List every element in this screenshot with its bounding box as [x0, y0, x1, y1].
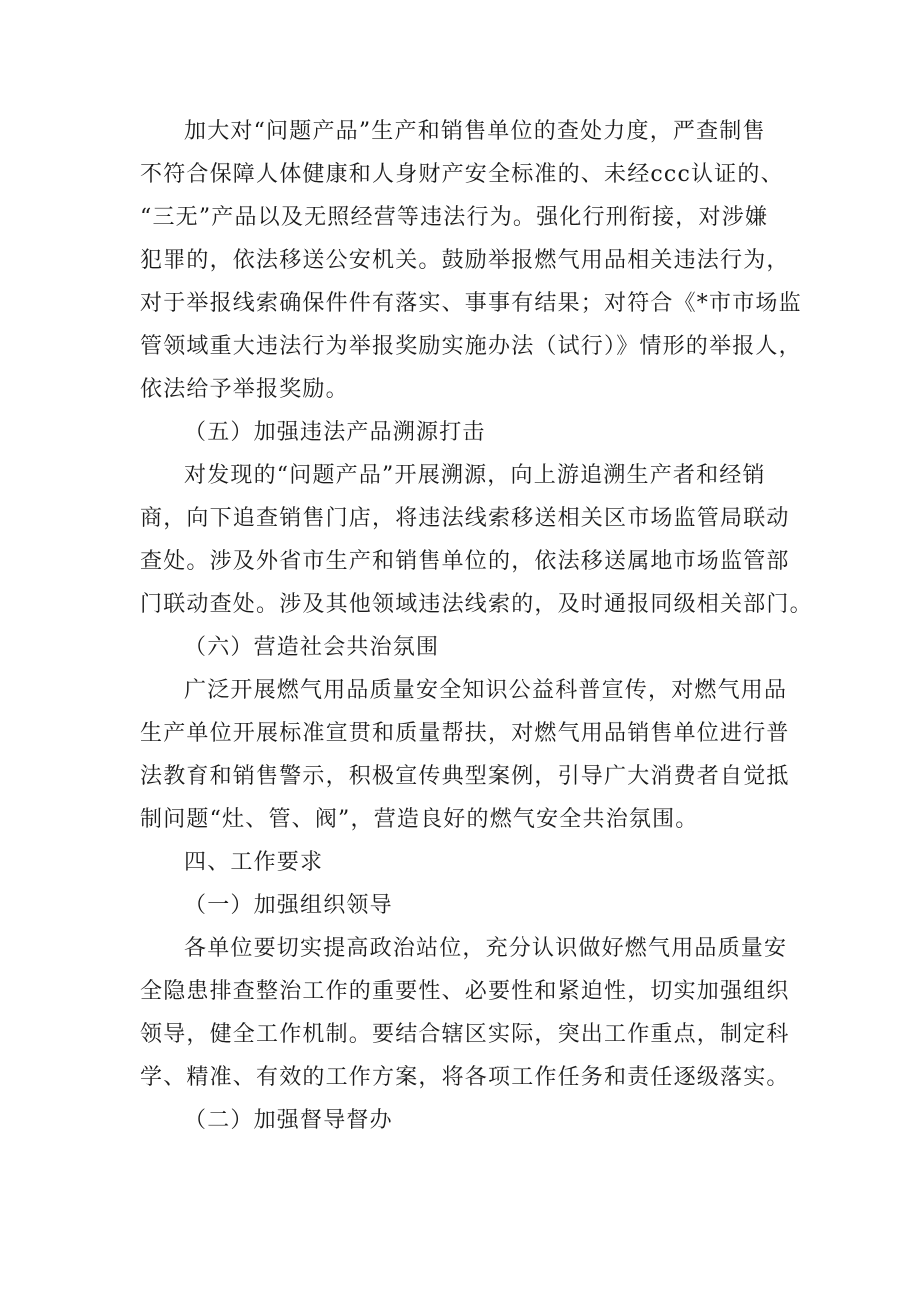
paragraph-line: 领导，健全工作机制。要结合辖区实际，突出工作重点，制定科: [140, 1022, 790, 1047]
paragraph-line: 各单位要切实提高政治站位，充分认识做好燃气用品质量安: [184, 936, 788, 961]
paragraph-line: 查处。涉及外省市生产和销售单位的，依法移送属地市场监管部: [140, 549, 790, 574]
paragraph-line: 加大对“问题产品”生产和销售单位的查处力度，严查制售: [184, 119, 766, 144]
paragraph-line: 依法给予举报奖励。: [140, 377, 349, 402]
paragraph-line: 对于举报线索确保件件有落实、事事有结果；对符合《*市市场监: [140, 291, 802, 316]
section-heading: 四、工作要求: [184, 850, 324, 875]
paragraph-line: 犯罪的，依法移送公安机关。鼓励举报燃气用品相关违法行为，: [140, 248, 790, 273]
paragraph-line: 制问题“灶、管、阀”，营造良好的燃气安全共治氛围。: [140, 807, 699, 832]
paragraph-line: 不符合保障人体健康和人身财产安全标准的、未经ccc认证的、: [140, 162, 784, 187]
paragraph-line: 对发现的“问题产品”开展溯源，向上游追溯生产者和经销: [184, 463, 766, 488]
subsection-heading: （五）加强违法产品溯源打击: [184, 420, 486, 445]
paragraph-line: “三无”产品以及无照经营等违法行为。强化行刑衔接，对涉嫌: [140, 205, 769, 230]
subsection-heading: （二）加强督导督办: [184, 1108, 393, 1133]
paragraph-line: 学、精准、有效的工作方案，将各项工作任务和责任逐级落实。: [140, 1065, 790, 1090]
paragraph-line: 门联动查处。涉及其他领域违法线索的，及时通报同级相关部门。: [140, 592, 813, 617]
document-body: [140, 110, 813, 1142]
paragraph-line: 管领域重大违法行为举报奖励实施办法（试行）》情形的举报人，: [140, 334, 802, 359]
paragraph-line: 广泛开展燃气用品质量安全知识公益科普宣传，对燃气用品: [184, 678, 788, 703]
paragraph-line: 法教育和销售警示，积极宣传典型案例，引导广大消费者自觉抵: [140, 764, 790, 789]
paragraph-line: 生产单位开展标准宣贯和质量帮扶，对燃气用品销售单位进行普: [140, 721, 790, 746]
paragraph-line: 商，向下追查销售门店，将违法线索移送相关区市场监管局联动: [140, 506, 790, 531]
subsection-heading: （一）加强组织领导: [184, 893, 393, 918]
paragraph-line: 全隐患排查整治工作的重要性、必要性和紧迫性，切实加强组织: [140, 979, 790, 1004]
subsection-heading: （六）营造社会共治氛围: [184, 635, 440, 660]
